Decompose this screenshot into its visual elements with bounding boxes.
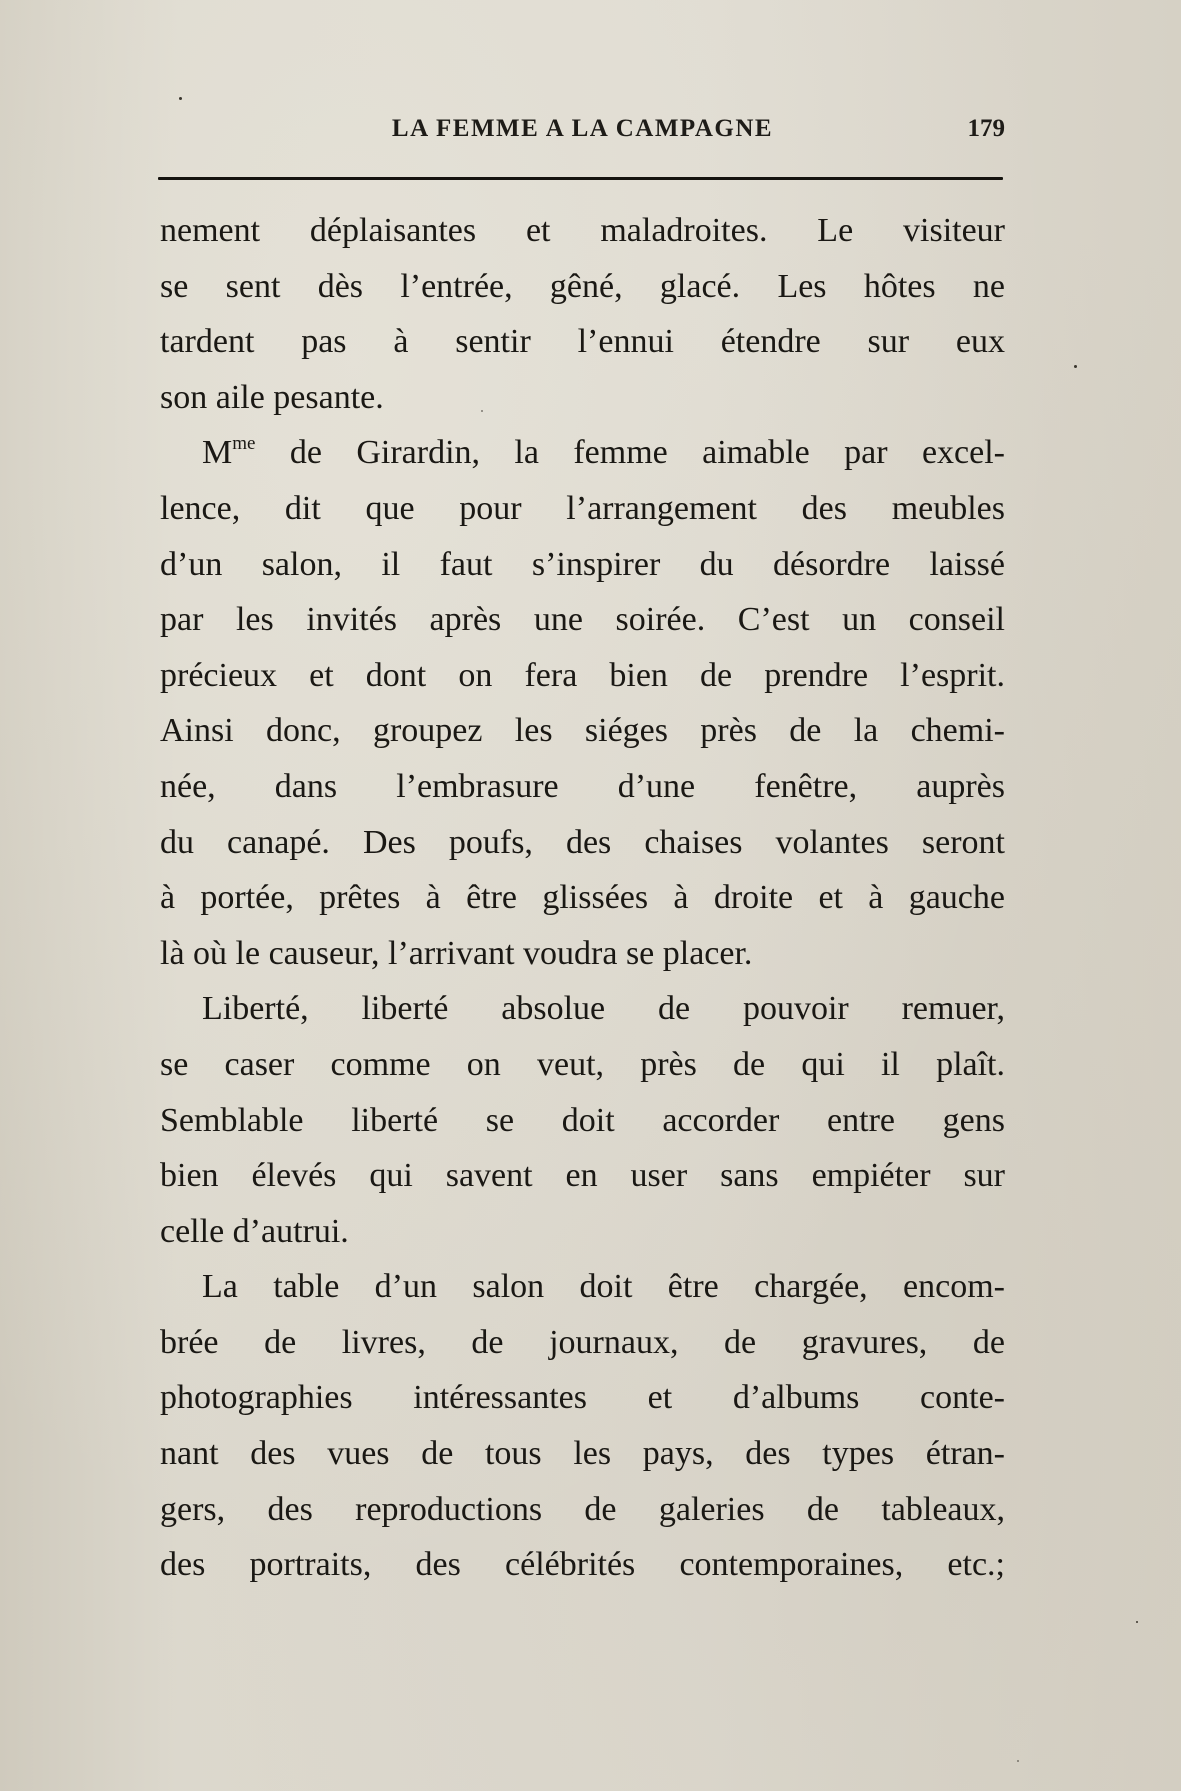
paper-speck bbox=[179, 97, 182, 100]
text-line: nement déplaisantes et maladroites. Le visiteur bbox=[160, 212, 1005, 249]
text-line: se sent dès l’entrée, gêné, glacé. Les hôtes ne bbox=[160, 267, 1005, 305]
page-number: 179 bbox=[967, 115, 1005, 142]
text-line-first bbox=[160, 425, 1005, 481]
text-line: Ainsi donc, groupez les siéges près de la chemi- bbox=[160, 712, 1005, 750]
text-line: Liberté, liberté absolue de pouvoir remuer, bbox=[202, 990, 1005, 1028]
abbreviation-base: M bbox=[202, 434, 233, 472]
text-line-rest: de Girardin, la femme aimable par excel- bbox=[255, 434, 1005, 472]
paper-speck bbox=[1074, 365, 1077, 368]
paragraph-3 bbox=[160, 981, 1005, 1259]
paragraph-4 bbox=[160, 1259, 1005, 1593]
text-line: à portée, prêtes à être glissées à droite et à gauche bbox=[160, 879, 1005, 917]
text-line: là où le causeur, l’arrivant voudra se placer. bbox=[160, 934, 753, 972]
text-line: se caser comme on veut, près de qui il plaît. bbox=[160, 1045, 1005, 1083]
text-line: tardent pas à sentir l’ennui étendre sur eux bbox=[160, 323, 1005, 361]
text-line: gers, des reproductions de galeries de tableaux, bbox=[160, 1490, 1005, 1528]
body-text bbox=[160, 203, 1005, 1593]
abbreviation-madame bbox=[202, 434, 255, 471]
text-line: lence, dit que pour l’arrangement des meubles bbox=[160, 489, 1005, 527]
text-line: par les invités après une soirée. C’est un conseil bbox=[160, 601, 1005, 639]
paper-speck bbox=[1136, 1621, 1138, 1623]
running-title: LA FEMME A LA CAMPAGNE bbox=[391, 115, 774, 142]
text-line: celle d’autrui. bbox=[160, 1212, 349, 1250]
text-line: nant des vues de tous les pays, des types étran- bbox=[160, 1435, 1005, 1473]
paragraph-2 bbox=[160, 425, 1005, 981]
text-line: d’un salon, il faut s’inspirer du désordre laissé bbox=[160, 545, 1005, 583]
running-head bbox=[160, 115, 1005, 155]
text-line: La table d’un salon doit être chargée, encom- bbox=[202, 1268, 1005, 1306]
text-line: son aile pesante. bbox=[160, 378, 384, 416]
abbreviation-superscript: me bbox=[232, 433, 256, 455]
text-line: bien élevés qui savent en user sans empiéter sur bbox=[160, 1157, 1005, 1195]
text-line: brée de livres, de journaux, de gravures, de bbox=[160, 1323, 1005, 1361]
text-line: photographies intéressantes et d’albums conte- bbox=[160, 1379, 1005, 1417]
paper-speck bbox=[1017, 1760, 1019, 1762]
paper-speck bbox=[481, 410, 483, 412]
text-line: des portraits, des célébrités contemporaines, etc.; bbox=[160, 1546, 1005, 1584]
text-line: précieux et dont on fera bien de prendre l’esprit. bbox=[160, 656, 1005, 694]
text-line: Semblable liberté se doit accorder entre gens bbox=[160, 1101, 1005, 1139]
header-rule bbox=[158, 177, 1003, 180]
paragraph-1 bbox=[160, 203, 1005, 425]
text-line: du canapé. Des poufs, des chaises volantes seront bbox=[160, 823, 1005, 861]
text-line: née, dans l’embrasure d’une fenêtre, auprès bbox=[160, 767, 1005, 805]
